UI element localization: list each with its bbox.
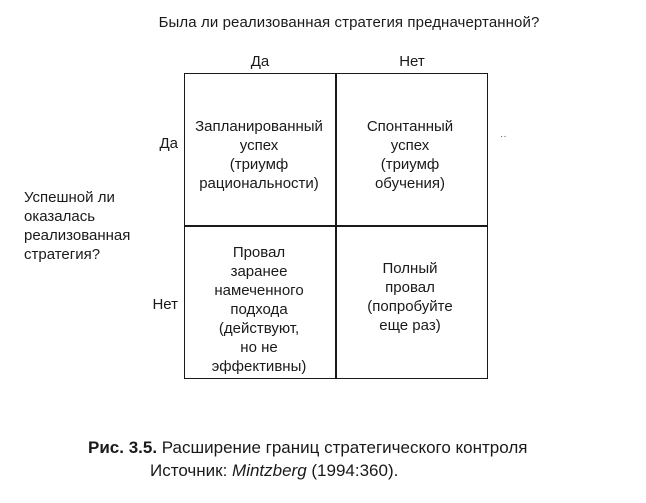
caption-label: Рис. 3.5. [88,438,158,457]
caption-line-1 [88,436,628,459]
figure-caption [88,436,628,482]
row-header-yes: Да [159,135,178,152]
cell-spontaneous-success: Спонтанный успех (триумф обучения) [366,118,454,192]
matrix-horizontal-divider [184,225,488,227]
top-question: Была ли реализованная стратегия предначертанной? [158,14,540,31]
column-header-no: Нет [399,53,425,70]
cell-planned-failure: Провал заранее намеченного подхода (действуют, но не эффективны) [211,244,307,375]
row-header-no: Нет [152,296,178,313]
caption-source-ref: (1994:360). [306,461,399,480]
column-header-yes: Да [250,53,270,70]
caption-source-author: Mintzberg [232,461,307,480]
cell-planned-success: Запланированный успех (триумф рациональности) [195,118,323,192]
caption-source-prefix: Источник: [150,461,233,480]
caption-title: Расширение границ стратегического контроля [161,438,528,457]
cell-total-failure: Полный провал (попробуйте еще раз) [367,260,453,334]
side-question: Успешной ли оказалась реализованная стратегия? [24,189,131,263]
stray-mark: ·· [500,131,507,142]
caption-line-2 [88,459,628,482]
